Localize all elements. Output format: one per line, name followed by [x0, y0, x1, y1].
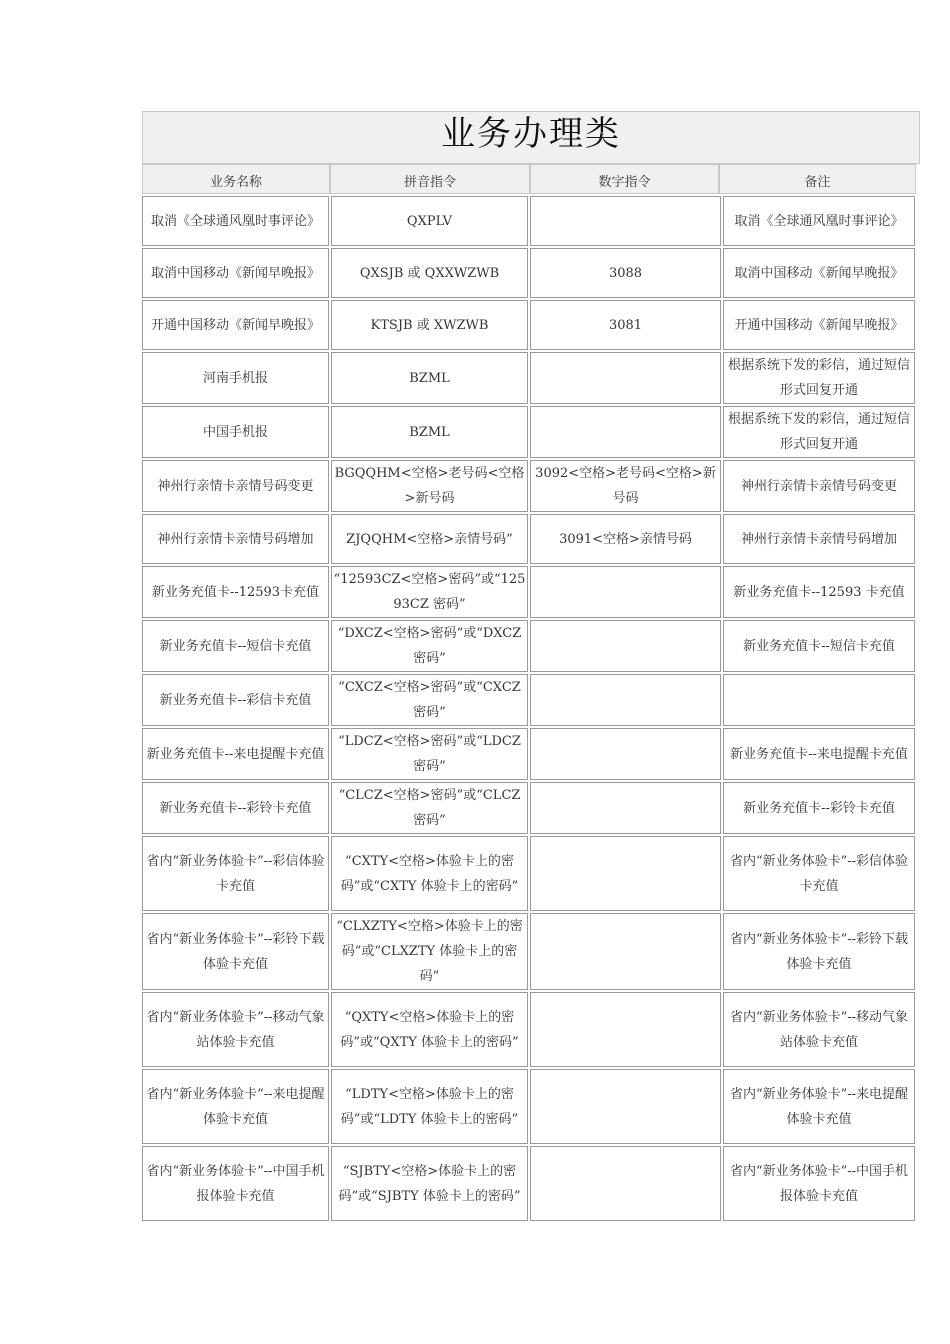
cell-digit: [530, 836, 721, 911]
cell-pinyin: KTSJB 或 XWZWB: [331, 300, 528, 350]
cell-digit: [530, 782, 721, 834]
cell-pinyin: “LDCZ<空格>密码”或“LDCZ 密码”: [331, 728, 528, 780]
cell-pinyin: “QXTY<空格>体验卡上的密码”或“QXTY 体验卡上的密码”: [331, 992, 528, 1067]
cell-name: 省内“新业务体验卡”--来电提醒体验卡充值: [142, 1069, 329, 1144]
cell-name: 新业务充值卡--12593卡充值: [142, 566, 329, 618]
cell-note: [723, 674, 915, 726]
cell-pinyin: QXSJB 或 QXXWZWB: [331, 248, 528, 298]
cell-note: 省内“新业务体验卡”--中国手机报体验卡充值: [723, 1146, 915, 1221]
table-row: [142, 352, 915, 404]
table-row: [142, 913, 915, 990]
table-row: [142, 300, 915, 350]
cell-name: 神州行亲情卡亲情号码增加: [142, 514, 329, 564]
cell-name: 省内“新业务体验卡”--中国手机报体验卡充值: [142, 1146, 329, 1221]
cell-digit: [530, 620, 721, 672]
cell-name: 新业务充值卡--彩铃卡充值: [142, 782, 329, 834]
cell-note: 新业务充值卡--12593 卡充值: [723, 566, 915, 618]
page-title: 业务办理类: [441, 114, 621, 154]
cell-pinyin: QXPLV: [331, 196, 528, 246]
title-bar: [142, 111, 920, 164]
cell-note: 取消中国移动《新闻早晚报》: [723, 248, 915, 298]
cell-name: 取消中国移动《新闻早晚报》: [142, 248, 329, 298]
table-row: [142, 566, 915, 618]
table-row: [142, 782, 915, 834]
cell-pinyin: “SJBTY<空格>体验卡上的密码”或“SJBTY 体验卡上的密码”: [331, 1146, 528, 1221]
cell-name: 神州行亲情卡亲情号码变更: [142, 460, 329, 512]
table-row: [142, 460, 915, 512]
cell-digit: [530, 728, 721, 780]
cell-name: 省内“新业务体验卡”--彩铃下载体验卡充值: [142, 913, 329, 990]
cell-pinyin: “CXTY<空格>体验卡上的密码”或“CXTY 体验卡上的密码”: [331, 836, 528, 911]
cell-pinyin: “CLCZ<空格>密码”或“CLCZ 密码”: [331, 782, 528, 834]
cell-digit: [530, 196, 721, 246]
cell-note: 根据系统下发的彩信，通过短信形式回复开通: [723, 352, 915, 404]
cell-digit: [530, 406, 721, 458]
header-pinyin: 拼音指令: [330, 164, 530, 194]
header-digit: 数字指令: [530, 164, 719, 194]
cell-digit: 3081: [530, 300, 721, 350]
table-row: [142, 1069, 915, 1144]
cell-name: 省内“新业务体验卡”--移动气象站体验卡充值: [142, 992, 329, 1067]
table-row: [142, 406, 915, 458]
cell-note: 开通中国移动《新闻早晚报》: [723, 300, 915, 350]
cell-digit: 3091<空格>亲情号码: [530, 514, 721, 564]
cell-pinyin: “12593CZ<空格>密码”或“12593CZ 密码”: [331, 566, 528, 618]
cell-name: 新业务充值卡--短信卡充值: [142, 620, 329, 672]
table-row: [142, 196, 915, 246]
cell-name: 取消《全球通风凰时事评论》: [142, 196, 329, 246]
cell-note: 取消《全球通风凰时事评论》: [723, 196, 915, 246]
cell-pinyin: BGQQHM<空格>老号码<空格>新号码: [331, 460, 528, 512]
cell-note: 省内“新业务体验卡”--彩信体验卡充值: [723, 836, 915, 911]
table-row: [142, 620, 915, 672]
cell-note: 新业务充值卡--短信卡充值: [723, 620, 915, 672]
cell-note: 新业务充值卡--彩铃卡充值: [723, 782, 915, 834]
table-row: [142, 992, 915, 1067]
table-row: [142, 248, 915, 298]
cell-digit: 3088: [530, 248, 721, 298]
cell-pinyin: ZJQQHM<空格>亲情号码”: [331, 514, 528, 564]
document: [142, 111, 920, 1223]
cell-name: 新业务充值卡--来电提醒卡充值: [142, 728, 329, 780]
cell-note: 省内“新业务体验卡”--移动气象站体验卡充值: [723, 992, 915, 1067]
cell-note: 省内“新业务体验卡”--彩铃下载体验卡充值: [723, 913, 915, 990]
cell-name: 中国手机报: [142, 406, 329, 458]
cell-digit: [530, 1146, 721, 1221]
cell-digit: [530, 913, 721, 990]
table-row: [142, 836, 915, 911]
table-row: [142, 514, 915, 564]
cell-name: 省内“新业务体验卡”--彩信体验卡充值: [142, 836, 329, 911]
cell-name: 开通中国移动《新闻早晚报》: [142, 300, 329, 350]
cell-note: 省内“新业务体验卡”--来电提醒体验卡充值: [723, 1069, 915, 1144]
cell-digit: [530, 1069, 721, 1144]
cell-pinyin: “CXCZ<空格>密码”或“CXCZ 密码”: [331, 674, 528, 726]
table-row: [142, 1146, 915, 1221]
cell-note: 根据系统下发的彩信，通过短信形式回复开通: [723, 406, 915, 458]
cell-note: 神州行亲情卡亲情号码增加: [723, 514, 915, 564]
cell-digit: [530, 566, 721, 618]
cell-pinyin: BZML: [331, 352, 528, 404]
table-row: [142, 674, 915, 726]
header-name: 业务名称: [142, 164, 330, 194]
cell-pinyin: “CLXZTY<空格>体验卡上的密码”或“CLXZTY 体验卡上的密码”: [331, 913, 528, 990]
table-row: [142, 728, 915, 780]
cell-digit: [530, 674, 721, 726]
cell-note: 新业务充值卡--来电提醒卡充值: [723, 728, 915, 780]
cell-note: 神州行亲情卡亲情号码变更: [723, 460, 915, 512]
service-table: [140, 194, 917, 1223]
cell-pinyin: “LDTY<空格>体验卡上的密码”或“LDTY 体验卡上的密码”: [331, 1069, 528, 1144]
cell-pinyin: BZML: [331, 406, 528, 458]
cell-digit: [530, 352, 721, 404]
cell-digit: [530, 992, 721, 1067]
table-header: [142, 164, 920, 194]
cell-name: 河南手机报: [142, 352, 329, 404]
cell-digit: 3092<空格>老号码<空格>新号码: [530, 460, 721, 512]
header-note: 备注: [719, 164, 916, 194]
cell-pinyin: “DXCZ<空格>密码”或“DXCZ 密码”: [331, 620, 528, 672]
cell-name: 新业务充值卡--彩信卡充值: [142, 674, 329, 726]
